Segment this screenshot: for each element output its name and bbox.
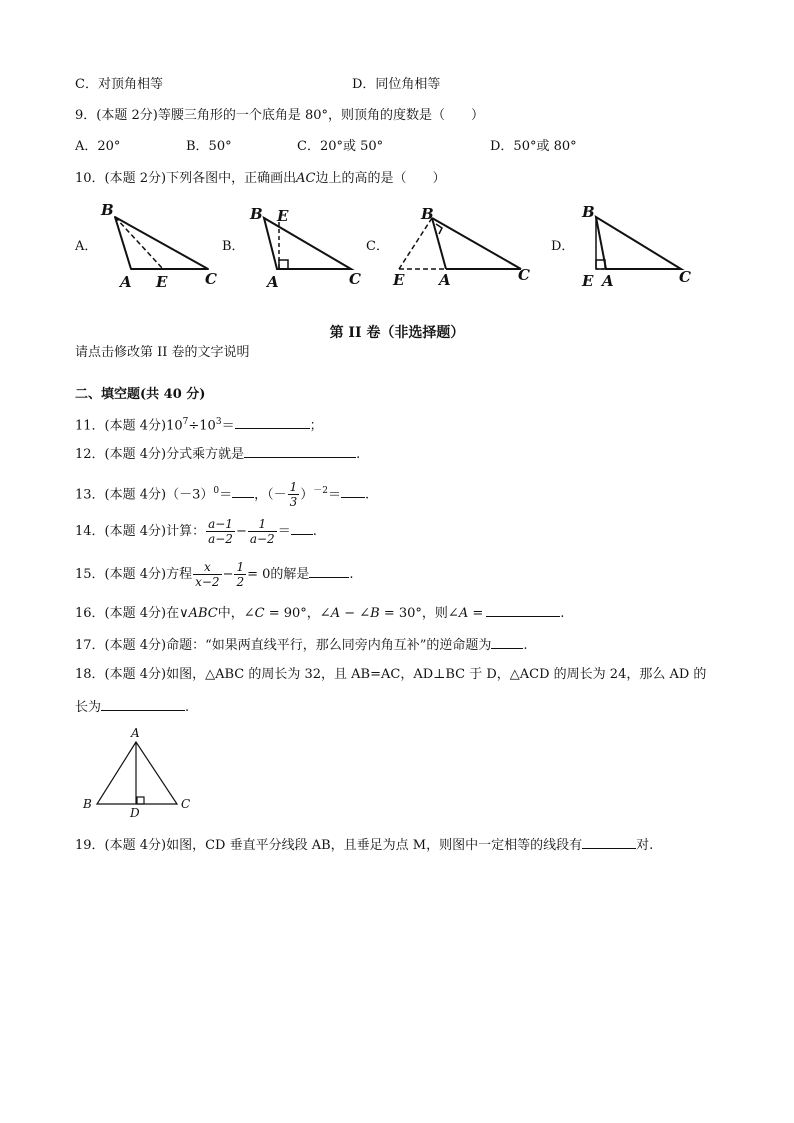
q16-mid4: = 30°，则∠: [379, 606, 459, 621]
q9-question: 9．(本题 2分)等腰三角形的一个底角是 80°，则顶角的度数是（ ）: [75, 108, 484, 123]
q11-exp-a: 7: [182, 417, 189, 427]
fig-b-label-e: E: [277, 207, 289, 225]
q16-tri: ABC: [188, 606, 218, 621]
q11-op: ÷: [188, 418, 200, 434]
q8-option-c: C．对顶角相等: [75, 77, 163, 92]
q14-f1-num: a−1: [208, 517, 233, 531]
q10-option-b: B．: [222, 239, 245, 254]
q8-option-d: D．同位角相等: [352, 77, 441, 92]
fig-d-label-e: E: [582, 272, 594, 290]
fig-c-label-e: E: [393, 271, 405, 289]
q13-prefix: 13．(本题 4分)（－3）: [75, 487, 214, 503]
q17-text: 17．(本题 4分)命题：“如果两直线平行，那么同旁内角互补”的逆命题为: [75, 638, 492, 653]
q18-label-b: B: [83, 797, 92, 811]
q10-option-c: C．: [366, 239, 389, 254]
q13-eq: ＝: [328, 487, 342, 503]
q11-end: ；: [309, 418, 323, 434]
section-heading: 二、填空题(共 40 分): [75, 387, 206, 402]
q15-f1-den: x−2: [195, 575, 220, 589]
fig-b-label-a: A: [267, 273, 279, 291]
q9-option-a: A．20°: [75, 139, 121, 154]
q12-end: .: [356, 447, 361, 462]
q16-end: .: [560, 606, 565, 621]
q18-triangle: [97, 742, 177, 804]
q16-prefix: 16．(本题 4分)在∨: [75, 606, 189, 621]
fig-d-label-a: A: [602, 272, 614, 290]
q18-label-c: C: [181, 797, 191, 811]
q13-frac-den: 3: [289, 495, 298, 510]
q13-end: .: [365, 487, 370, 503]
q15-f1-num: x: [193, 560, 221, 575]
q17-end: .: [523, 638, 528, 653]
fig-d-label-c: C: [679, 268, 691, 286]
fig-a-label-b: B: [101, 201, 114, 219]
q15-prefix: 15．(本题 4分)方程: [75, 567, 193, 582]
q10-option-d: D．: [551, 239, 575, 254]
q19-answer-blank[interactable]: [582, 835, 636, 849]
q11-base-b: 10: [199, 418, 216, 434]
q14-end: .: [312, 524, 317, 539]
q14-prefix: 14．(本题 4分)计算：: [75, 524, 206, 539]
q10-option-a: A．: [75, 239, 98, 254]
fig-c-label-a: A: [439, 271, 451, 289]
q18-right-angle: [137, 797, 144, 804]
q14-f2-den: a−2: [249, 532, 275, 546]
q13-exp2: －2: [313, 486, 329, 496]
q18-line1: 18．(本题 4分)如图，△ABC 的周长为 32，且 AB=AC，AD⊥BC 于 D，△ACD 的周长为 24，那么 AD 的: [75, 667, 707, 682]
q15-f2-num: 1: [236, 560, 245, 574]
fig-a-label-c: C: [205, 270, 217, 288]
q18-label-a: A: [131, 726, 140, 740]
q10-prefix: 10．(本题 2分)下列各图中，正确画出: [75, 171, 297, 186]
fig-c-label-b: B: [421, 205, 434, 223]
section-title: 第 II 卷（非选择题）: [329, 325, 465, 341]
q13-exp0: 0: [213, 486, 220, 496]
q18-end: .: [185, 700, 190, 715]
q16-a1: A: [330, 606, 341, 621]
q15-end: .: [349, 567, 354, 582]
fig-a-label-e: E: [156, 273, 168, 291]
q10-suffix: 边上的高的是（ ）: [315, 171, 446, 186]
q16-mid1: 中，∠: [217, 606, 255, 621]
q14-minus: −: [235, 524, 247, 539]
q11-base-a: 10: [166, 418, 183, 434]
q19-end: 对.: [636, 838, 654, 853]
q11-exp-b: 3: [215, 417, 222, 427]
q14-f2-num: 1: [248, 517, 277, 532]
q15-f2-den: 2: [236, 575, 245, 589]
q16-mid5: =: [468, 606, 484, 621]
section-note[interactable]: 请点击修改第 II 卷的文字说明: [75, 345, 250, 360]
q9-option-c: C．20°或 50°: [297, 139, 384, 154]
q14-f1-den: a−2: [208, 532, 233, 546]
q15-minus: −: [222, 567, 234, 582]
q19-text: 19．(本题 4分)如图，CD 垂直平分线段 AB，且垂足为点 M，则图中一定相等的线段有: [75, 838, 583, 853]
q16-a2: A: [458, 606, 469, 621]
q13-close: ）: [300, 487, 314, 503]
q13-mid: ＝: [219, 487, 233, 503]
fig-c-label-c: C: [518, 266, 530, 284]
q10-var: AC: [296, 171, 316, 186]
fig-b-label-c: C: [349, 270, 361, 288]
q14-eq: ＝: [277, 524, 291, 539]
q11-prefix: 11．(本题 4分): [75, 418, 167, 434]
q18-line2-text: 长为: [75, 700, 102, 715]
q9-option-d: D．50°或 80°: [490, 139, 577, 154]
q12-text: 12．(本题 4分)分式乘方就是: [75, 447, 245, 462]
fig-a-label-a: A: [120, 273, 132, 291]
fig-d-label-b: B: [582, 203, 595, 221]
q16-c: C: [254, 606, 265, 621]
q16-mid3: − ∠: [340, 606, 371, 621]
q18-label-d: D: [130, 806, 140, 820]
fig-b-label-b: B: [250, 205, 263, 223]
q13-sep: ，（－: [254, 487, 287, 503]
q11-eq: ＝: [221, 418, 235, 434]
q19: [75, 835, 653, 855]
q16-mid2: = 90°，∠: [264, 606, 331, 621]
q16-b1: B: [370, 606, 380, 621]
q15-tail: = 0的解是: [247, 567, 310, 582]
q13-frac-num: 1: [289, 480, 298, 495]
q9-option-b: B．50°: [186, 139, 232, 154]
